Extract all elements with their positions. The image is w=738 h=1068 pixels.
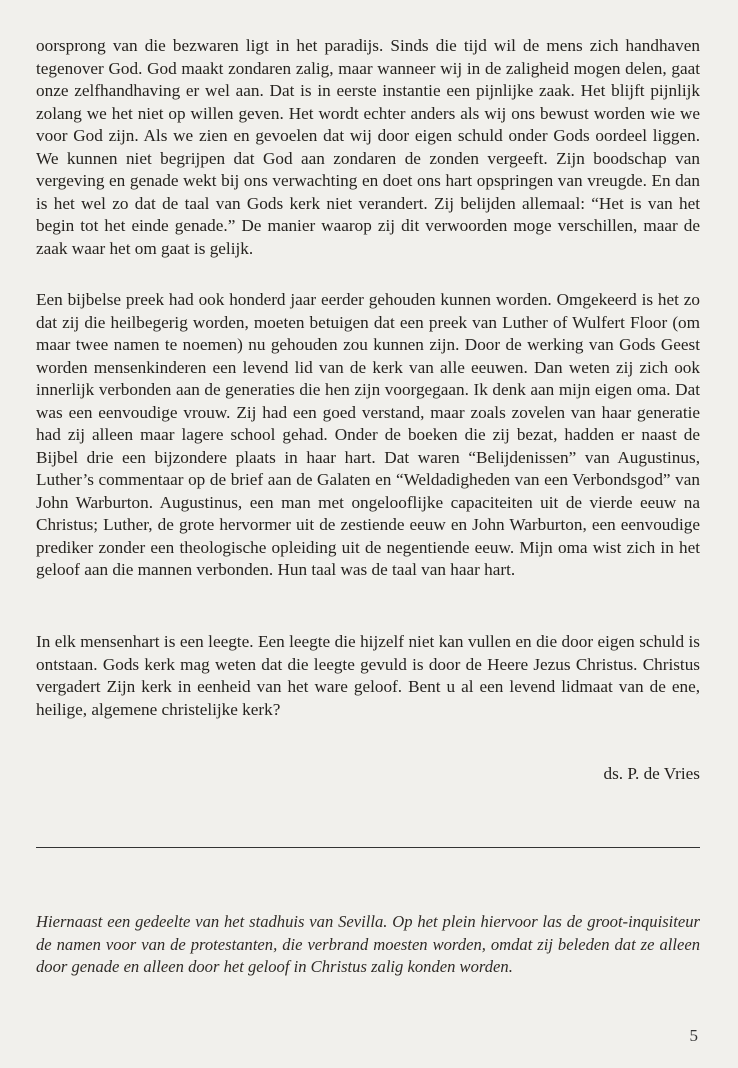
page-number: 5	[689, 1026, 698, 1045]
body-paragraph-1	[36, 35, 700, 260]
body-paragraph-3	[36, 631, 700, 721]
image-caption: Hiernaast een gedeelte van het stadhuis van Sevilla. Op het plein hiervoor las de groot-inquisiteur de namen voor van de protestanten, die verbrand moesten worden, omdat zij beleden dat ze alleen door genade en alleen door het geloof in Christus zalig konden worden.	[36, 912, 700, 976]
author-signature: ds. P. de Vries	[603, 764, 700, 783]
horizontal-divider	[36, 847, 700, 848]
paragraph-text: Een bijbelse preek had ook honderd jaar eerder gehouden kunnen worden. Omgekeerd is het zo dat zij die heilbegerig worden, moeten betuigen dat een preek van Luther of Wulfert Floor (om maar twee namen te noemen) nu gehouden zou kunnen zijn. Door de werking van Gods Geest worden mensenkinderen een levend lid van de kerk van alle eeuwen. Dan weten zij zich ook innerlijk verbonden aan de generaties die hen zijn voorgegaan. Ik denk aan mijn eigen oma. Dat was een eenvoudige vrouw. Zij had een goed verstand, maar zoals zovelen van haar generatie had zij alleen maar lagere school gehad. Onder de boeken die zij bezat, hadden er naast de Bijbel drie een bijzondere plaats in haar hart. Dat waren “Belijdenissen” van Augustinus, Luther’s commentaar op de brief aan de Galaten en “Weldadigheden van een Verbondsgod” van John Warburton. Augustinus, een man met ongelooflijke capaciteiten uit de vierde eeuw na Christus; Luther, de grote hervormer uit de zestiende eeuw en John Warburton, een eenvoudige prediker zonder een theologische opleiding uit de negentiende eeuw. Mijn oma wist zich in het geloof aan die mannen verbonden. Hun taal was de taal van haar hart.	[36, 290, 700, 579]
paragraph-text: In elk mensenhart is een leegte. Een leegte die hijzelf niet kan vullen en die door eigen schuld is ontstaan. Gods kerk mag weten dat die leegte gevuld is door de Heere Jezus Christus. Christus vergadert Zijn kerk in eenheid van het ware geloof. Bent u al een levend lidmaat van de ene, heilige, algemene christelijke kerk?	[36, 632, 700, 719]
paragraph-text: oorsprong van die bezwaren ligt in het paradijs. Sinds die tijd wil de mens zich handhaven tegenover God. God maakt zondaren zalig, maar wanneer wij in de zaligheid mogen delen, gaat onze zelfhandhaving er wel aan. Dat is in eerste instantie een pijnlijke zaak. Het blijft pijnlijk zolang we het niet op willen geven. Het wordt echter anders als wij ons bewust worden wie we voor God zijn. Als we zien en gevoelen dat wij door eigen schuld onder Gods oordeel liggen. We kunnen niet begrijpen dat God aan zondaren de zonden vergeeft. Zijn boodschap van vergeving en genade wekt bij ons verwachting en doet ons hart opspringen van vreugde. En dan is het wel zo dat de taal van Gods kerk niet verandert. Zij belijden allemaal: “Het is van het begin tot het einde genade.” De manier waarop zij dit verwoorden moge verschillen, maar de zaak waar het om gaat is gelijk.	[36, 36, 700, 258]
body-paragraph-2	[36, 289, 700, 582]
